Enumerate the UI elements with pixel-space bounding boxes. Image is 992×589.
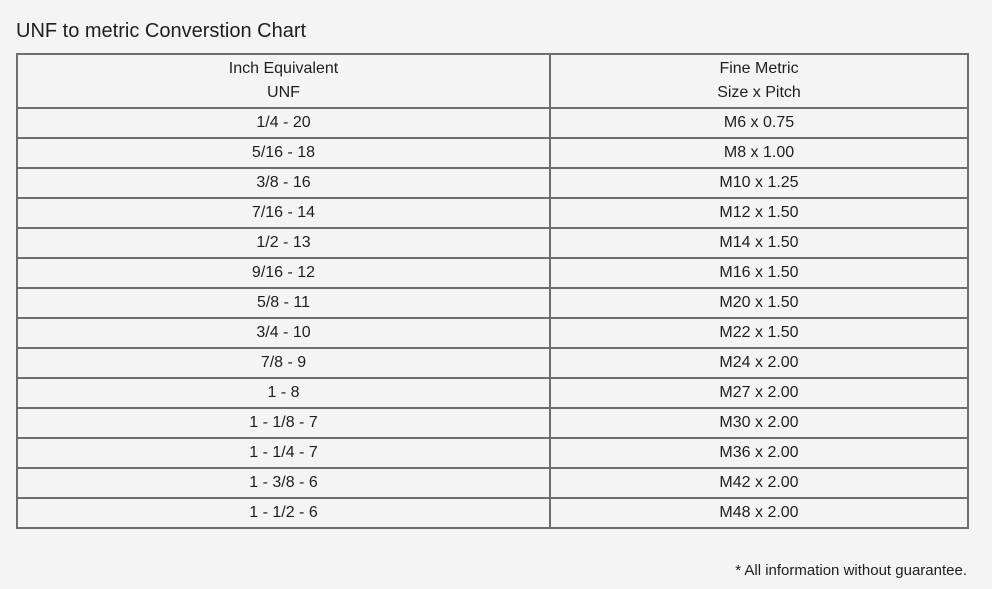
table-row — [17, 258, 968, 288]
cell-metric-size: M20 x 1.50 — [550, 288, 968, 318]
cell-unf-size: 1 - 8 — [17, 378, 550, 408]
cell-metric-size: M12 x 1.50 — [550, 198, 968, 228]
table-row — [17, 378, 968, 408]
cell-unf-size: 1 - 3/8 - 6 — [17, 468, 550, 498]
cell-metric-size: M42 x 2.00 — [550, 468, 968, 498]
cell-metric-size: M6 x 0.75 — [550, 108, 968, 138]
cell-metric-size: M10 x 1.25 — [550, 168, 968, 198]
header-fine-metric — [550, 54, 968, 108]
table-row — [17, 408, 968, 438]
table-header-row — [17, 54, 968, 108]
cell-metric-size: M24 x 2.00 — [550, 348, 968, 378]
table-row — [17, 468, 968, 498]
table-row — [17, 228, 968, 258]
table-row — [17, 438, 968, 468]
cell-metric-size: M14 x 1.50 — [550, 228, 968, 258]
footnote: * All information without guarantee. — [735, 562, 967, 579]
table-row — [17, 198, 968, 228]
cell-unf-size: 3/4 - 10 — [17, 318, 550, 348]
cell-metric-size: M8 x 1.00 — [550, 138, 968, 168]
header-fine-metric-line1: Fine Metric — [719, 60, 799, 77]
cell-metric-size: M22 x 1.50 — [550, 318, 968, 348]
cell-unf-size: 1 - 1/2 - 6 — [17, 498, 550, 528]
cell-metric-size: M30 x 2.00 — [550, 408, 968, 438]
cell-metric-size: M16 x 1.50 — [550, 258, 968, 288]
cell-unf-size: 1 - 1/4 - 7 — [17, 438, 550, 468]
table-row — [17, 288, 968, 318]
page-title: UNF to metric Converstion Chart — [16, 20, 307, 42]
header-inch-equivalent-line1: Inch Equivalent — [228, 60, 339, 77]
table-row — [17, 318, 968, 348]
table-row — [17, 168, 968, 198]
table-row — [17, 108, 968, 138]
cell-unf-size: 1/2 - 13 — [17, 228, 550, 258]
header-inch-equivalent-line2: UNF — [267, 84, 300, 101]
cell-unf-size: 5/8 - 11 — [17, 288, 550, 318]
header-fine-metric-line2: Size x Pitch — [717, 84, 801, 101]
table-row — [17, 138, 968, 168]
cell-unf-size: 3/8 - 16 — [17, 168, 550, 198]
table-row — [17, 348, 968, 378]
cell-unf-size: 1/4 - 20 — [17, 108, 550, 138]
cell-metric-size: M48 x 2.00 — [550, 498, 968, 528]
conversion-table — [16, 53, 969, 529]
header-inch-equivalent — [17, 54, 550, 108]
table-body — [17, 108, 968, 528]
cell-unf-size: 7/8 - 9 — [17, 348, 550, 378]
table-row — [17, 498, 968, 528]
cell-unf-size: 5/16 - 18 — [17, 138, 550, 168]
cell-metric-size: M27 x 2.00 — [550, 378, 968, 408]
cell-unf-size: 1 - 1/8 - 7 — [17, 408, 550, 438]
cell-metric-size: M36 x 2.00 — [550, 438, 968, 468]
cell-unf-size: 9/16 - 12 — [17, 258, 550, 288]
cell-unf-size: 7/16 - 14 — [17, 198, 550, 228]
